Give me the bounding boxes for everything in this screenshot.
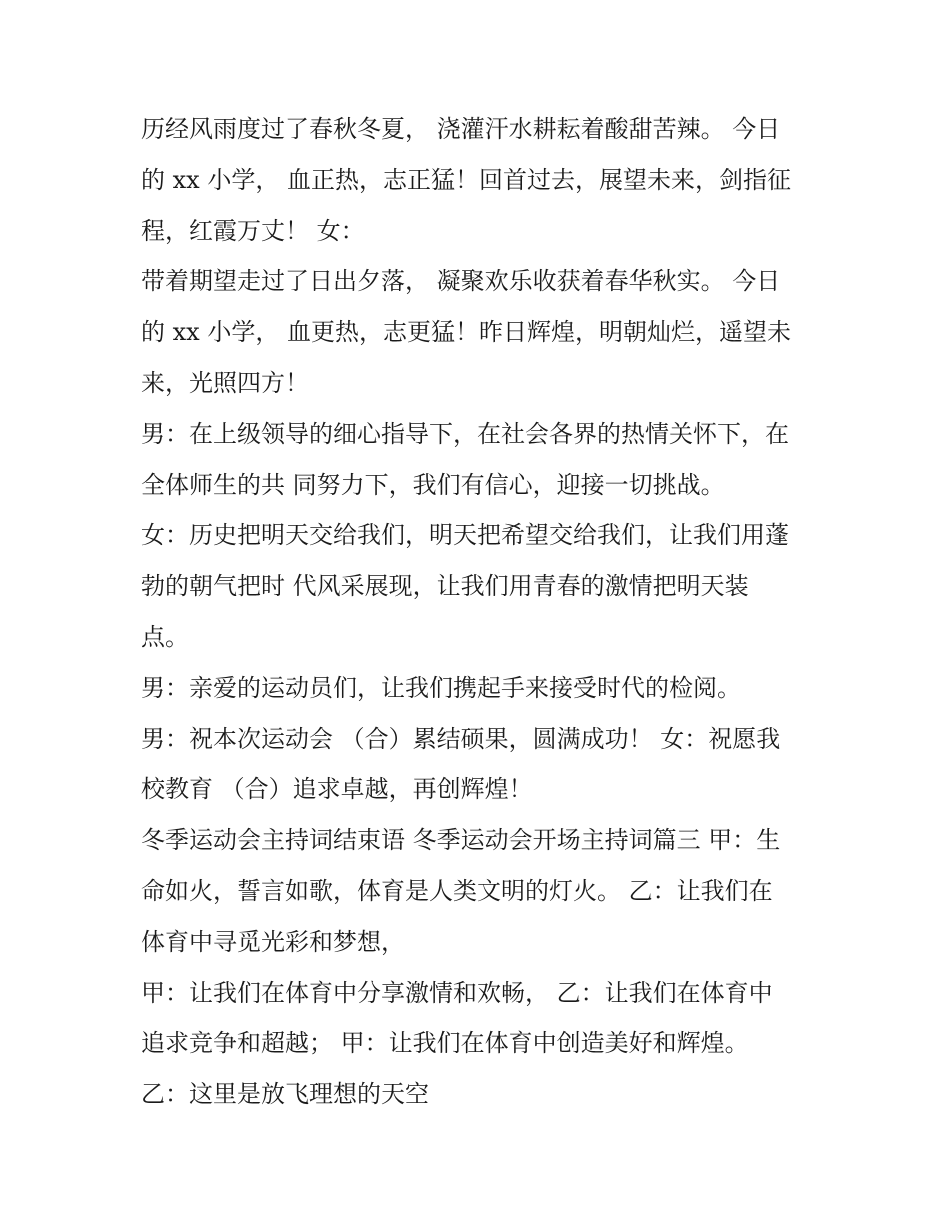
text-line: 带着期望走过了日出夕落， 凝聚欢乐收获着春华秋实。 今日	[141, 267, 781, 296]
text-line: 男：在上级领导的细心指导下，在社会各界的热情关怀下，在	[141, 419, 789, 448]
text-line: 来，光照四方！	[141, 368, 309, 397]
text-line: 乙：这里是放飞理想的天空	[141, 1080, 429, 1109]
document-body	[141, 104, 821, 1120]
text-line: 追求竞争和超越； 甲：让我们在体育中创造美好和辉煌。	[141, 1029, 749, 1058]
text-line: 冬季运动会主持词结束语 冬季运动会开场主持词篇三 甲：生	[141, 826, 781, 855]
text-line: 男：祝本次运动会 （合）累结硕果，圆满成功！ 女：祝愿我	[141, 724, 781, 753]
text-line: 全体师生的共 同努力下，我们有信心，迎接一切挑战。	[141, 470, 725, 499]
text-line: 男：亲爱的运动员们，让我们携起手来接受时代的检阅。	[141, 673, 741, 702]
text-line: 命如火，誓言如歌，体育是人类文明的灯火。 乙：让我们在	[141, 876, 773, 905]
text-line: 勃的朝气把时 代风采展现，让我们用青春的激情把明天装	[141, 572, 749, 601]
text-line: 点。	[141, 622, 189, 651]
text-line: 校教育 （合）追求卓越，再创辉煌！	[141, 775, 533, 804]
text-line: 甲：让我们在体育中分享激情和欢畅， 乙：让我们在体育中	[141, 978, 773, 1007]
text-line: 程，红霞万丈！ 女：	[141, 216, 365, 245]
text-line: 体育中寻觅光彩和梦想，	[141, 927, 405, 956]
text-line: 历经风雨度过了春秋冬夏， 浇灌汗水耕耘着酸甜苦辣。 今日	[141, 115, 781, 143]
text-line: 的 xx 小学， 血更热，志更猛！昨日辉煌，明朝灿烂，遥望未	[141, 318, 791, 347]
text-line: 的 xx 小学， 血正热，志正猛！回首过去，展望未来，剑指征	[141, 165, 791, 194]
text-line: 女：历史把明天交给我们，明天把希望交给我们，让我们用蓬	[141, 521, 789, 550]
